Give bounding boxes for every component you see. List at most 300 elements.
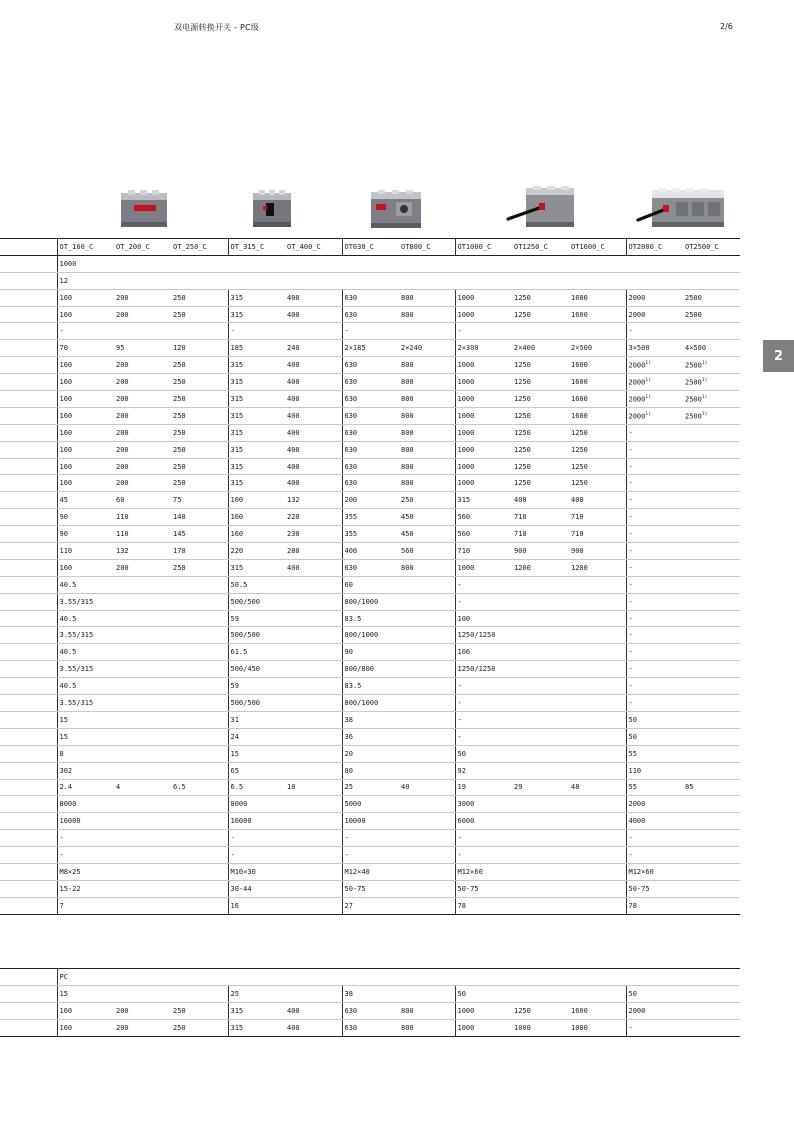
- cell-value: OT800_C: [401, 242, 431, 251]
- cell-value: 1250: [514, 1006, 531, 1015]
- table-cell: [569, 306, 626, 323]
- cell-value: 315: [230, 445, 244, 454]
- table-cell: [171, 458, 228, 475]
- table-cell: [171, 526, 228, 543]
- cell-value: 800: [401, 411, 414, 420]
- cell-value: 45: [59, 496, 68, 505]
- table-cell: [114, 779, 171, 796]
- table-cell: [569, 509, 626, 526]
- cell-value: 2500: [685, 378, 702, 387]
- table-cell: [228, 526, 285, 543]
- row-label: [0, 1019, 57, 1036]
- table-cell: [455, 728, 626, 745]
- table-cell: [626, 695, 740, 712]
- cell-value: 2000: [628, 800, 646, 809]
- cell-value: 1000: [457, 428, 475, 437]
- table-cell: [399, 306, 455, 323]
- footnote-marker: 1): [645, 394, 651, 400]
- cell-value: 25: [344, 783, 353, 792]
- table-cell: [57, 644, 228, 661]
- table-cell: [57, 863, 228, 880]
- column-header: [569, 239, 626, 256]
- table-cell: [228, 458, 285, 475]
- table-cell: [285, 458, 342, 475]
- cell-value: 315: [230, 1023, 244, 1032]
- table-cell: [626, 374, 683, 391]
- table-cell: [57, 272, 740, 289]
- table-cell: [569, 559, 626, 576]
- table-cell: [228, 627, 342, 644]
- cell-value: 24: [230, 732, 239, 741]
- table-cell: [114, 1019, 171, 1036]
- cell-value: 800: [401, 428, 414, 437]
- cell-value: 30-44: [230, 884, 252, 893]
- cell-value: -: [628, 682, 633, 691]
- table-cell: [171, 779, 228, 796]
- column-header: [455, 239, 512, 256]
- table-cell: [114, 391, 171, 408]
- cell-value: 250: [173, 411, 186, 420]
- cell-value: 280: [287, 546, 300, 555]
- cell-value: 200: [116, 361, 129, 370]
- cell-value: -: [457, 682, 462, 691]
- table-cell: [626, 830, 740, 847]
- cell-value: 240: [287, 344, 300, 353]
- cell-value: 40: [401, 783, 410, 792]
- cell-value: 315: [230, 563, 244, 572]
- cell-value: 12: [59, 276, 68, 285]
- table-cell: [228, 830, 342, 847]
- cell-value: -: [628, 563, 633, 572]
- row-label: [0, 458, 57, 475]
- table-cell: [228, 644, 342, 661]
- table-cell: [569, 441, 626, 458]
- table-cell: [171, 1019, 228, 1036]
- cell-value: 4: [116, 783, 121, 792]
- table-cell: [285, 779, 342, 796]
- cell-value: 450: [401, 513, 414, 522]
- table-cell: [342, 407, 399, 424]
- cell-value: 315: [230, 394, 244, 403]
- table-cell: [512, 391, 569, 408]
- cell-value: 400: [514, 496, 527, 505]
- table-cell: [342, 796, 455, 813]
- cell-value: 55: [628, 749, 637, 758]
- table-cell: [626, 340, 683, 357]
- cell-value: 50: [457, 749, 466, 758]
- row-label: [0, 762, 57, 779]
- cell-value: 800: [401, 310, 414, 319]
- cell-value: 160: [59, 310, 73, 319]
- cell-value: 400: [287, 378, 300, 387]
- cell-value: 250: [173, 1023, 186, 1032]
- table-row: [0, 441, 740, 458]
- cell-value: -: [457, 851, 462, 859]
- cell-value: 400: [287, 479, 300, 488]
- table-cell: [342, 509, 399, 526]
- table-cell: [342, 340, 399, 357]
- cell-value: 560: [457, 530, 471, 539]
- cell-value: 132: [287, 496, 300, 505]
- table-cell: [228, 559, 285, 576]
- table-cell: [342, 374, 399, 391]
- cell-value: 1250: [514, 361, 531, 370]
- cell-value: 1250: [514, 445, 531, 454]
- cell-value: 1600: [571, 310, 588, 319]
- table-row: [0, 863, 740, 880]
- cell-value: 120: [173, 344, 186, 353]
- table-cell: [342, 323, 455, 340]
- cell-value: 500/450: [230, 665, 261, 674]
- table-cell: [285, 441, 342, 458]
- cell-value: 3×500: [628, 344, 650, 353]
- cell-value: 160: [59, 293, 73, 302]
- cell-value: 315: [230, 310, 244, 319]
- row-label: [0, 813, 57, 830]
- row-label: [0, 695, 57, 712]
- cell-value: 500/500: [230, 698, 261, 707]
- cell-value: 78: [457, 901, 466, 910]
- table-cell: [228, 441, 285, 458]
- cell-value: OT2000_C: [628, 242, 663, 251]
- table-cell: [455, 830, 626, 847]
- table-row: [0, 762, 740, 779]
- cell-value: 200: [116, 445, 129, 454]
- cell-value: 1600: [571, 394, 588, 403]
- column-header: [228, 239, 285, 256]
- table-cell: [57, 897, 228, 914]
- row-label: [0, 796, 57, 813]
- cell-value: 90: [59, 513, 68, 522]
- table-cell: [171, 492, 228, 509]
- table-cell: [171, 340, 228, 357]
- cell-value: OT_315_C: [230, 242, 265, 251]
- section-tab: 2: [763, 340, 794, 372]
- table-cell: [228, 711, 342, 728]
- cell-value: -: [457, 698, 462, 707]
- cell-value: 630: [344, 1006, 358, 1015]
- table-cell: [57, 543, 114, 560]
- cell-value: 800: [401, 293, 414, 302]
- table-cell: [455, 323, 626, 340]
- cell-value: 400: [287, 462, 300, 471]
- row-label: [0, 847, 57, 864]
- table-cell: [57, 576, 228, 593]
- cell-value: -: [457, 715, 462, 724]
- table-cell: [683, 407, 740, 424]
- cell-value: 800/1000: [344, 698, 379, 707]
- cell-value: -: [344, 851, 349, 859]
- cell-value: 400: [344, 546, 358, 555]
- table-cell: [512, 559, 569, 576]
- cell-value: 160: [59, 411, 73, 420]
- table-cell: [569, 458, 626, 475]
- table-cell: [57, 289, 114, 306]
- cell-value: 200: [116, 394, 129, 403]
- table-cell: [228, 306, 285, 323]
- cell-value: -: [628, 496, 633, 505]
- cell-value: 3.55/315: [59, 665, 94, 674]
- cell-value: 50-75: [628, 884, 650, 893]
- cell-value: 355: [344, 530, 358, 539]
- table-row: [0, 813, 740, 830]
- table-cell: [285, 407, 342, 424]
- cell-value: 710: [514, 530, 527, 539]
- table-cell: [512, 1019, 569, 1036]
- cell-value: 160: [59, 563, 73, 572]
- cell-value: -: [230, 327, 235, 336]
- table-cell: [57, 593, 228, 610]
- cell-value: 3000: [457, 800, 475, 809]
- table-cell: [626, 1019, 740, 1036]
- cell-value: 160: [59, 1023, 73, 1032]
- column-header: [399, 239, 455, 256]
- cell-value: 106: [457, 648, 471, 657]
- cell-value: -: [628, 445, 633, 454]
- cell-value: 6.5: [230, 783, 244, 792]
- row-label: [0, 576, 57, 593]
- table-cell: [114, 559, 171, 576]
- table-cell: [399, 543, 455, 560]
- row-label: [0, 610, 57, 627]
- table-cell: [57, 796, 228, 813]
- cell-value: 1000: [59, 259, 77, 268]
- table-cell: [114, 306, 171, 323]
- cell-value: M10×30: [230, 867, 256, 876]
- table-cell: [626, 985, 740, 1002]
- table-cell: [285, 526, 342, 543]
- cell-value: 80: [344, 766, 353, 775]
- table-cell: [455, 711, 626, 728]
- cell-value: 1000: [457, 378, 475, 387]
- cell-value: 1000: [457, 310, 475, 319]
- row-label: [0, 985, 57, 1002]
- table-cell: [399, 424, 455, 441]
- table-cell: [512, 1002, 569, 1019]
- cell-value: 1000: [457, 1023, 475, 1032]
- cell-value: 50-75: [344, 884, 366, 893]
- table-cell: [228, 745, 342, 762]
- table-row: [0, 1019, 740, 1036]
- table-row: [0, 593, 740, 610]
- cell-value: 710: [571, 513, 584, 522]
- switch-icon: [636, 188, 728, 232]
- cell-value: 132: [116, 546, 129, 555]
- cell-value: 250: [401, 496, 414, 505]
- cell-value: OT1600_C: [571, 242, 605, 251]
- table-row: [0, 1002, 740, 1019]
- cell-value: 630: [344, 1023, 358, 1032]
- cell-value: 710: [571, 530, 584, 539]
- table-row: [0, 255, 740, 272]
- cell-value: 315: [230, 378, 244, 387]
- cell-value: 140: [173, 513, 186, 522]
- table-cell: [285, 340, 342, 357]
- table-cell: [228, 340, 285, 357]
- table-row: [0, 526, 740, 543]
- cell-value: 2000: [628, 1006, 646, 1015]
- cell-value: 61.5: [230, 648, 248, 657]
- table-cell: [455, 610, 626, 627]
- table-row: [0, 610, 740, 627]
- cell-value: 630: [344, 563, 358, 572]
- row-label: [0, 424, 57, 441]
- cell-value: -: [457, 327, 462, 336]
- cell-value: 110: [116, 513, 129, 522]
- cell-value: 3.55/315: [59, 597, 94, 606]
- table-cell: [626, 391, 683, 408]
- table-cell: [455, 543, 512, 560]
- table-cell: [626, 559, 740, 576]
- cell-value: 630: [344, 479, 358, 488]
- table-cell: [171, 289, 228, 306]
- table-cell: [342, 762, 455, 779]
- cell-value: 1250: [514, 378, 531, 387]
- table-row: [0, 492, 740, 509]
- table-cell: [285, 543, 342, 560]
- cell-value: 185: [230, 344, 244, 353]
- cell-value: 90: [59, 530, 68, 539]
- cell-value: 1600: [571, 1006, 588, 1015]
- cell-value: 1250/1250: [457, 631, 496, 640]
- table-row: [0, 357, 740, 374]
- table-cell: [342, 880, 455, 897]
- table-cell: [455, 593, 626, 610]
- cell-value: 250: [173, 293, 186, 302]
- cell-value: 2500: [685, 395, 702, 404]
- row-label: [0, 323, 57, 340]
- table-cell: [626, 407, 683, 424]
- cell-value: 800/800: [344, 665, 375, 674]
- footnote-marker: 1): [645, 411, 651, 417]
- cell-value: 220: [287, 513, 300, 522]
- table-cell: [57, 678, 228, 695]
- table-cell: [626, 627, 740, 644]
- table-cell: [285, 289, 342, 306]
- cell-value: 83.5: [344, 682, 362, 691]
- table-cell: [626, 880, 740, 897]
- table-cell: [171, 441, 228, 458]
- cell-value: -: [628, 462, 633, 471]
- cell-value: 27: [344, 901, 353, 910]
- cell-value: 200: [344, 496, 358, 505]
- row-label: [0, 745, 57, 762]
- table-cell: [342, 543, 399, 560]
- cell-value: OT2500_C: [685, 242, 719, 251]
- cell-value: -: [628, 530, 633, 539]
- cell-value: 315: [230, 462, 244, 471]
- cell-value: 50: [628, 715, 637, 724]
- row-label: [0, 543, 57, 560]
- table-cell: [171, 475, 228, 492]
- table-cell: [114, 340, 171, 357]
- table-cell: [114, 1002, 171, 1019]
- table-cell: [57, 509, 114, 526]
- cell-value: 250: [173, 428, 186, 437]
- row-label: [0, 391, 57, 408]
- cell-value: 16000: [230, 817, 252, 826]
- cell-value: -: [628, 631, 633, 640]
- cell-value: 1000: [457, 361, 475, 370]
- footnote-marker: 1): [701, 377, 708, 383]
- cell-value: 160: [59, 378, 73, 387]
- table-cell: [57, 1019, 114, 1036]
- table-cell: [228, 779, 285, 796]
- cell-value: 1000: [457, 462, 475, 471]
- cell-value: 75: [173, 496, 182, 505]
- cell-value: -: [628, 665, 633, 674]
- table-cell: [57, 880, 228, 897]
- table-row: [0, 796, 740, 813]
- table-cell: [399, 340, 455, 357]
- table-cell: [569, 374, 626, 391]
- cell-value: -: [628, 546, 633, 555]
- cell-value: M12×40: [344, 867, 370, 876]
- table-cell: [626, 458, 740, 475]
- table-cell: [512, 289, 569, 306]
- table-cell: [626, 897, 740, 914]
- cell-value: 1000: [457, 445, 475, 454]
- cell-value: 85: [685, 783, 694, 792]
- cell-value: 400: [287, 411, 300, 420]
- row-label: [0, 711, 57, 728]
- cell-value: OT630_C: [344, 242, 375, 251]
- cell-value: 2500: [685, 310, 702, 319]
- table-cell: [228, 762, 342, 779]
- cell-value: 110: [116, 530, 129, 539]
- table-cell: [626, 357, 683, 374]
- cell-value: 250: [173, 479, 186, 488]
- table-cell: [57, 323, 228, 340]
- cell-value: 15: [59, 715, 68, 724]
- row-label: [0, 509, 57, 526]
- table-cell: [342, 779, 399, 796]
- column-header: [57, 239, 114, 256]
- cell-value: -: [344, 327, 349, 336]
- table-cell: [455, 441, 512, 458]
- cell-value: 160: [59, 462, 73, 471]
- cell-value: 630: [344, 310, 358, 319]
- table-cell: [399, 492, 455, 509]
- cell-value: 315: [230, 1006, 244, 1015]
- table-cell: [569, 779, 626, 796]
- cell-value: 95: [116, 344, 125, 353]
- table-row: [0, 543, 740, 560]
- table-row: [0, 897, 740, 914]
- cell-value: 8000: [59, 800, 77, 809]
- table-cell: [626, 576, 740, 593]
- cell-value: OT1250_C: [514, 242, 548, 251]
- table-cell: [569, 407, 626, 424]
- table-cell: [285, 475, 342, 492]
- table-cell: [114, 407, 171, 424]
- cell-value: -: [628, 698, 633, 707]
- table-cell: [57, 407, 114, 424]
- table-cell: [342, 678, 455, 695]
- table-cell: [285, 559, 342, 576]
- cell-value: 200: [116, 1023, 129, 1032]
- cell-value: 250: [173, 1006, 186, 1015]
- cell-value: 400: [571, 496, 584, 505]
- table-row: [0, 289, 740, 306]
- cell-value: M12×60: [628, 867, 654, 876]
- cell-value: 1250/1250: [457, 665, 496, 674]
- cell-value: 1250: [514, 411, 531, 420]
- table-cell: [57, 745, 228, 762]
- cell-value: OT_200_C: [116, 242, 150, 251]
- table-cell: [228, 593, 342, 610]
- table-cell: [512, 424, 569, 441]
